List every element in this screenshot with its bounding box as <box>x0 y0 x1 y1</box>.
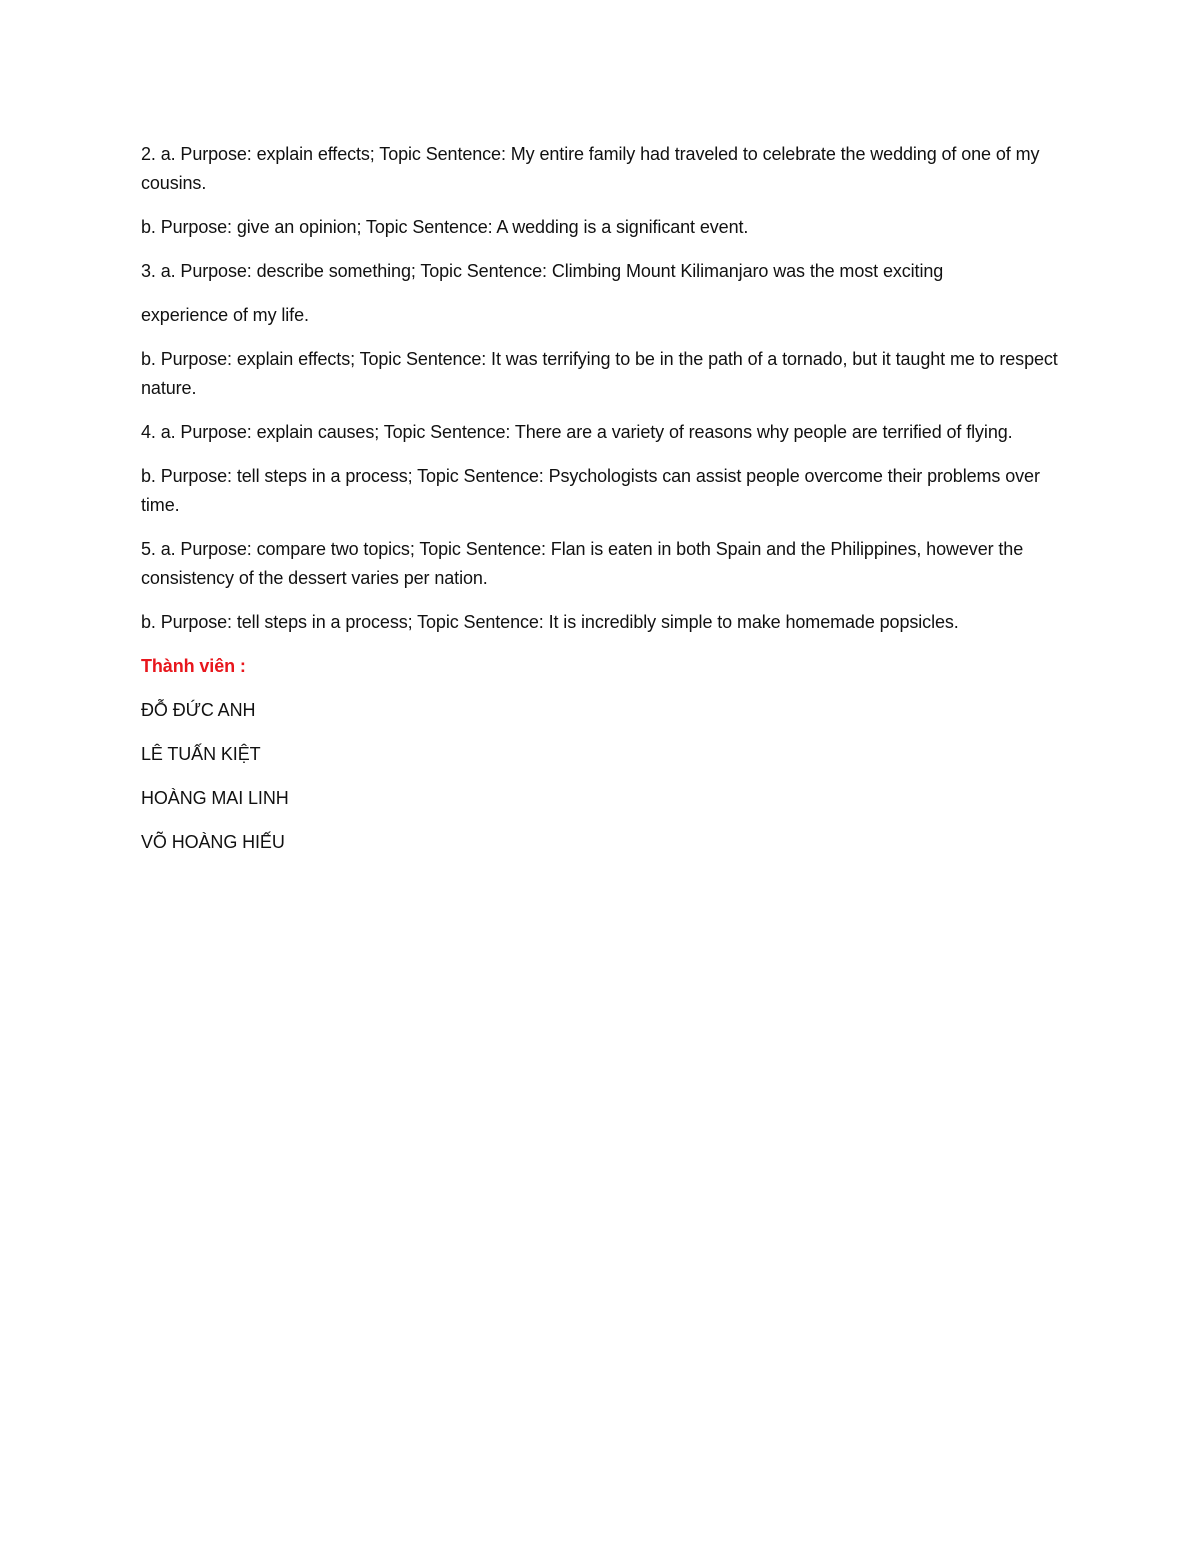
document-body <box>141 140 1061 872</box>
answer-3a-continued: experience of my life. <box>141 305 309 325</box>
answer-3b: b. Purpose: explain effects; Topic Sentence: It was terrifying to be in the path of a tornado, but it taught me to respect nature. <box>141 349 1058 398</box>
members-heading: Thành viên : <box>141 656 246 676</box>
answer-2b: b. Purpose: give an opinion; Topic Sentence: A wedding is a significant event. <box>141 217 749 237</box>
answer-5a: 5. a. Purpose: compare two topics; Topic Sentence: Flan is eaten in both Spain and the Philippines, however the consistency of the dessert varies per nation. <box>141 539 1024 588</box>
member-name: VÕ HOÀNG HIẾU <box>141 832 285 852</box>
member-name: ĐỖ ĐỨC ANH <box>141 700 256 720</box>
member-name: HOÀNG MAI LINH <box>141 788 289 808</box>
answer-4a: 4. a. Purpose: explain causes; Topic Sentence: There are a variety of reasons why people are terrified of flying. <box>141 422 1013 442</box>
answer-5b: b. Purpose: tell steps in a process; Topic Sentence: It is incredibly simple to make homemade popsicles. <box>141 612 959 632</box>
answer-2a: 2. a. Purpose: explain effects; Topic Sentence: My entire family had traveled to celebrate the wedding of one of my cousins. <box>141 144 1040 193</box>
answer-4b: b. Purpose: tell steps in a process; Topic Sentence: Psychologists can assist people overcome their problems over time. <box>141 466 1040 515</box>
answer-3a: 3. a. Purpose: describe something; Topic Sentence: Climbing Mount Kilimanjaro was the most exciting <box>141 261 944 281</box>
member-name: LÊ TUẤN KIỆT <box>141 744 261 764</box>
